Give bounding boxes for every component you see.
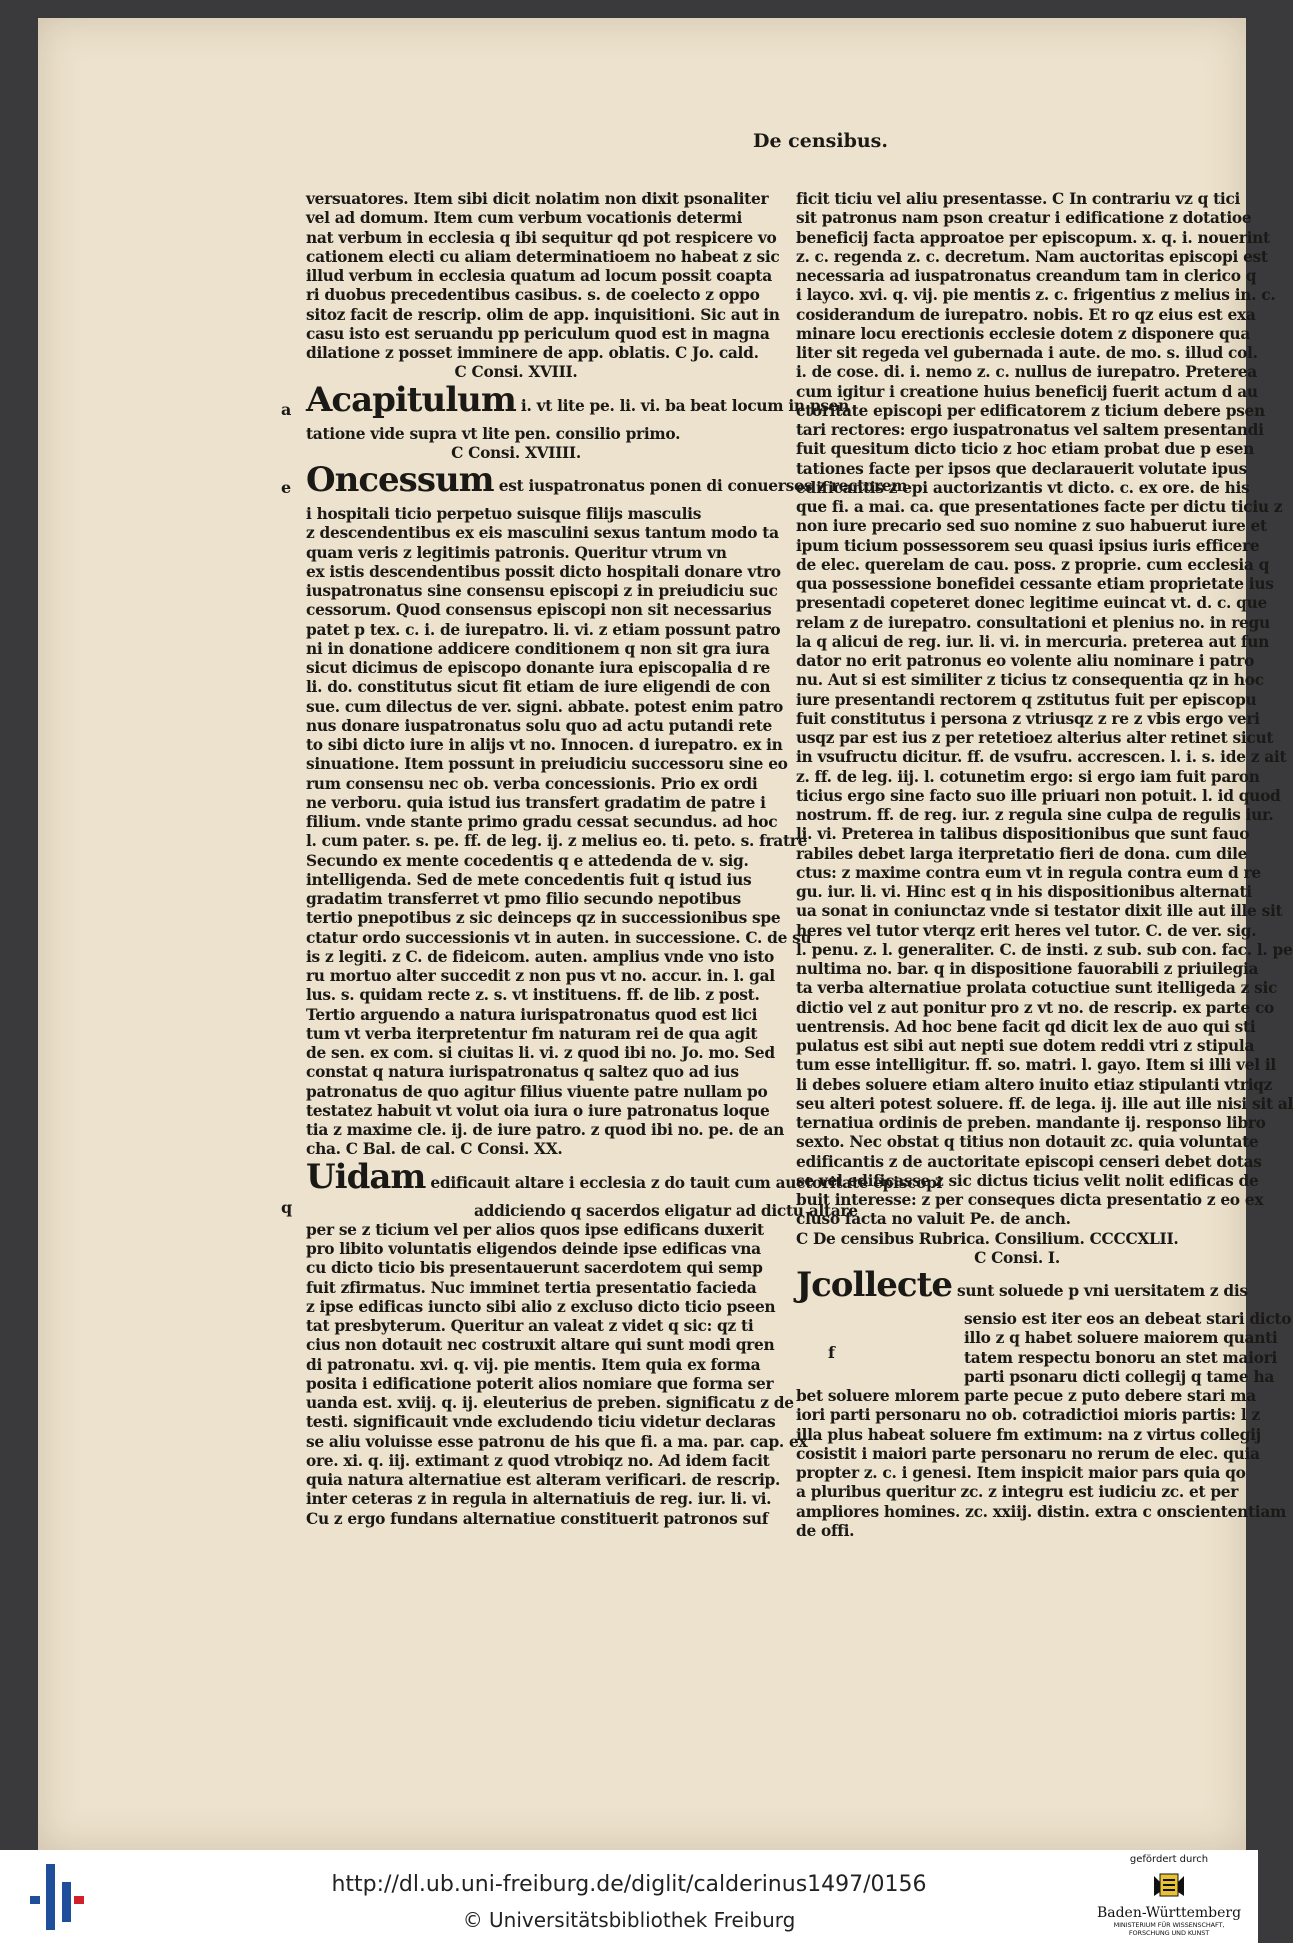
line-text: presentadi copeteret donec legitime euincat vt. d. c. que [796, 594, 1267, 613]
text-line [796, 1387, 1256, 1406]
sponsor-label: gefördert durch [1129, 1854, 1209, 1865]
text-line [306, 1297, 776, 1317]
text-line [306, 890, 741, 909]
line-text: la q alicui de reg. iur. li. vi. in mercuria. preterea aut fun [796, 632, 1269, 651]
line-text: i layco. xvi. q. vij. pie mentis z. c. frigentius z melius in. c. [796, 286, 1276, 305]
initial-word: Acapitulum [306, 379, 516, 420]
text-line [306, 1005, 758, 1025]
line-text: de offi. [796, 1521, 855, 1540]
text-line [306, 1432, 808, 1452]
text-line [306, 678, 771, 697]
text-line [306, 967, 775, 986]
text-line [306, 524, 779, 543]
line-text: a pluribus queritur zc. z integru est iudiciu zc. et per [796, 1483, 1239, 1502]
text-line [796, 1348, 1277, 1368]
line-text: in vsufructu dicitur. ff. de vsufru. accrescen. l. i. s. ide z ait [796, 748, 1287, 767]
line-text: i. vt lite pe. li. vi. ba beat locum in psen [520, 396, 850, 415]
sponsor-block [1094, 1854, 1244, 1937]
text-line [306, 344, 759, 363]
line-text: ctus: z maxime contra eum vt in regula contra eum d re [796, 863, 1261, 882]
line-text: fuit quesitum dicto ticio z hoc etiam probat due p esen [796, 440, 1254, 459]
line-text: gradatim transferret vt pmo filio secundo nepotibus [306, 890, 741, 908]
text-line [796, 979, 1278, 998]
text-line [796, 1017, 1256, 1037]
line-text: l. cum pater. s. pe. ff. de leg. ij. z melius eo. ti. peto. s. fratre [306, 832, 808, 851]
line-text: C Consi. I. [974, 1248, 1060, 1267]
line-text: tat presbyterum. Queritur an valeat z videt q sic: qz ti [306, 1317, 754, 1335]
text-line [306, 562, 781, 582]
text-line [306, 659, 770, 678]
line-text: tia z maxime cle. ij. de iure patro. z quod ibi no. pe. de an [306, 1121, 785, 1139]
line-text: buit interesse: z per conseques dicta presentatio z eo ex [796, 1191, 1264, 1209]
text-line [306, 1355, 761, 1375]
text-line [796, 401, 1265, 421]
text-line [796, 825, 1250, 844]
text-line [306, 544, 726, 563]
line-text: est iuspatronatus ponen di conuersos z rectorem [498, 477, 908, 495]
line-text: sit patronus nam pson creatur i edificatione z dotatioe [796, 209, 1252, 228]
text-line [306, 639, 770, 659]
line-text: illud verbum in ecclesia quatum ad locum possit coapta [306, 267, 772, 285]
text-line [796, 517, 1267, 536]
manuscript-page [38, 18, 1293, 1850]
line-text: ne verboru. quia istud ius transfert gradatim de patre i [306, 793, 766, 812]
line-text: l. penu. z. l. generaliter. C. de insti. z sub. sub con. fac. l. pe [796, 940, 1293, 959]
viewer-footer [0, 1850, 1258, 1943]
margin-letter: a [281, 400, 292, 419]
text-line [306, 1121, 785, 1140]
text-line [306, 209, 743, 228]
line-text: ni in donatione addicere conditionem q non sit gra iura [306, 639, 770, 658]
line-text: nultima no. bar. q in dispositione fauorabili z priuilegia [796, 960, 1259, 978]
line-text: quia natura alternatiue est alteram verificari. de rescrip. [306, 1471, 781, 1489]
text-line [796, 1075, 1273, 1095]
line-text: C De censibus Rubrica. Consilium. CCCCXLII. [796, 1229, 1179, 1248]
line-text: relam z de iurepatro. consultationi et plenius no. in regu [796, 613, 1270, 632]
text-line [796, 998, 1275, 1018]
text-line [306, 986, 760, 1005]
text-line [306, 247, 780, 267]
text-line [796, 305, 1256, 325]
text-line [796, 1483, 1238, 1502]
line-text: se aliu voluisse esse patronu de his que fi. a ma. par. cap. ex [306, 1432, 808, 1451]
line-text: cationem electi cu aliam determinatioem no habeat z sic [306, 247, 780, 266]
line-text: nat verbum in ecclesia q ibi sequitur qd pot respicere vo [306, 228, 777, 247]
line-text: tertio pnepotibus z sic deinceps qz in successionibus spe [306, 909, 781, 928]
line-text: C Consi. XVIIII. [451, 443, 581, 462]
text-line [796, 478, 1250, 498]
line-text: constat q natura iurispatronatus q saltez quo ad ius [306, 1063, 739, 1082]
copyright-notice: © Universitätsbibliothek Freiburg [462, 1908, 796, 1932]
text-line [306, 1240, 761, 1259]
text-line [796, 613, 1270, 633]
text-line [306, 1374, 774, 1394]
line-text: gu. iur. li. vi. Hinc est q in his dispositionibus alternati [796, 883, 1252, 901]
line-text: testatez habuit vt volut oia iura o iure patronatus loque [306, 1101, 770, 1120]
text-line [306, 286, 760, 305]
line-text: Cu z ergo fundans alternatiue constituerit patronos suf [306, 1509, 769, 1528]
line-text: i. de cose. di. i. nemo z. c. nullus de iurepatro. Preterea [796, 363, 1257, 382]
text-line [796, 1444, 1260, 1464]
line-text: versuatores. Item sibi dicit nolatim non dixit psonaliter [306, 190, 769, 208]
line-text: cius non dotauit nec costruxit altare qui sunt modi qren [306, 1336, 775, 1355]
line-text: iure presentandi rectorem q zstitutus fuit per episcopu [796, 690, 1257, 709]
line-text: cum igitur i creatione huius beneficij fuerit actum d au [796, 382, 1258, 401]
text-line [796, 652, 1255, 671]
line-text: patet p tex. c. i. de iurepatro. li. vi. z etiam possunt patro [306, 620, 781, 639]
text-line [306, 1082, 768, 1102]
line-text: ex istis descendentibus possit dicto hospitali donare vtro [306, 562, 781, 581]
text-line [306, 582, 778, 601]
text-line [306, 813, 778, 832]
line-text: tatione vide supra vt lite pen. consilio primo. [306, 424, 681, 443]
line-text: necessaria ad iuspatronatus creandum tam in clerico q [796, 267, 1257, 285]
line-text: ticius ergo sine facto suo ille priuari non potuit. l. id quod [796, 786, 1281, 805]
line-text: minare locu erectionis ecclesie dotem z disponere qua [796, 324, 1250, 343]
line-text: ficit ticiu vel aliu presentasse. C In contrariu vz q tici [796, 190, 1241, 208]
text-line [306, 324, 770, 344]
text-line [796, 1171, 1259, 1191]
line-text: li. do. constitutus sicut fit etiam de iure eligendi de con [306, 678, 771, 697]
line-text: sunt soluede p vni uersitatem z dis [957, 1282, 1248, 1300]
text-line [306, 1509, 769, 1529]
text-line [796, 459, 1247, 479]
line-text: pulatus est sibi aut nepti sue dotem reddi vtri z stipula [796, 1037, 1255, 1055]
text-line [306, 774, 758, 794]
line-text: rum consensu nec ob. verba concessionis. Prio ex ordi [306, 774, 758, 793]
line-text: C Consi. XVIII. [454, 363, 578, 382]
line-text: Secundo ex mente cocedentis q e attedenda de v. sig. [306, 851, 749, 870]
text-line [306, 460, 908, 505]
line-text: heres vel tutor vterqz erit heres vel tutor. C. de ver. sig. [796, 921, 1257, 940]
text-line [306, 1336, 775, 1355]
text-line [796, 344, 1258, 363]
text-line [796, 209, 1252, 228]
text-line [796, 786, 1281, 806]
line-text: fuit constitutus i persona z vtriusqz z re z vbis ergo veri [796, 709, 1260, 728]
line-text: edificantis z de auctoritate episcopi censeri debet dotas [796, 1152, 1262, 1171]
line-text: cluso facta no valuit Pe. de anch. [796, 1210, 1071, 1229]
line-text: li debes soluere etiam altero inuito etiaz stipulanti vtriqz [796, 1075, 1273, 1094]
line-text: inter ceteras z in regula in alternatiuis de reg. iur. li. vi. [306, 1490, 772, 1509]
running-head: De censibus. [753, 130, 888, 152]
text-line [796, 594, 1267, 613]
line-text: nostrum. ff. de reg. iur. z regula sine culpa de regulis iur. [796, 806, 1274, 824]
text-line [796, 1152, 1262, 1172]
text-line [306, 379, 850, 425]
text-line [796, 382, 1258, 402]
line-text: z. ff. de leg. iij. l. cotunetim ergo: si ergo iam fuit paron [796, 767, 1260, 786]
text-line [306, 228, 777, 248]
margin-letter: e [281, 478, 292, 497]
text-line [796, 1230, 1238, 1249]
text-line [306, 267, 772, 286]
text-line [306, 620, 781, 640]
text-line [796, 575, 1274, 594]
line-text: ternatiua ordinis de preben. mandante ij. responso libro [796, 1114, 1266, 1132]
text-line [306, 1201, 858, 1221]
text-line [796, 940, 1293, 960]
text-line [306, 1101, 770, 1121]
line-text: ri duobus precedentibus casibus. s. de coelecto z oppo [306, 286, 760, 305]
line-text: vel ad domum. Item cum verbum vocationis determi [306, 209, 743, 228]
text-line [306, 697, 784, 717]
text-line [796, 863, 1261, 883]
text-line [796, 1310, 1292, 1329]
text-line [796, 748, 1287, 767]
text-line [796, 690, 1257, 710]
text-line [306, 928, 812, 948]
text-line [306, 832, 808, 851]
line-text: casu isto est seruandu pp periculum quod est in magna [306, 324, 770, 343]
text-line [306, 305, 780, 325]
line-text: beneficij facta approatoe per episcopum. x. q. i. nouerint [796, 228, 1270, 247]
line-text: sue. cum dilectus de ver. signi. abbate. potest enim patro [306, 697, 784, 716]
text-line [306, 909, 781, 928]
line-text: patronatus de quo agitur filius viuente patre nullam po [306, 1082, 768, 1101]
line-text: per se z ticium vel per alios quos ipse edificans duxerit [306, 1220, 764, 1239]
line-text: uanda est. xviij. q. ij. eleuterius de preben. significatu z de [306, 1394, 794, 1412]
text-line [306, 716, 773, 736]
line-text: cu dicto ticio bis presentauerunt sacerdotem qui semp [306, 1259, 763, 1278]
text-line [796, 1367, 1275, 1387]
line-text: seu alteri potest soluere. ff. de lega. ij. ille aut ille nisi sit al [796, 1094, 1293, 1113]
line-text: dator no erit patronus eo volente aliu nominare i patro [796, 652, 1255, 670]
text-line [796, 960, 1259, 979]
line-text: is z legiti. z C. de fideicom. auten. amplius vnde vno isto [306, 947, 774, 966]
line-text: edificantis z epi auctorizantis vt dicto. c. ex ore. de his [796, 478, 1250, 497]
line-text: nus donare iuspatronatus solu quo ad actu putandi rete [306, 716, 773, 735]
line-text: addiciendo q sacerdos eligatur ad dictu altare [474, 1201, 858, 1220]
text-line [796, 1114, 1266, 1133]
line-text: illa plus habeat soluere fm extimum: na z virtus collegij [796, 1425, 1261, 1444]
text-line [306, 870, 752, 890]
text-line [306, 1490, 772, 1509]
right-text-column [796, 190, 1293, 1541]
text-line [796, 767, 1260, 787]
line-text: ctatur ordo successionis vt in auten. in successione. C. de su [306, 928, 812, 947]
text-line [796, 1425, 1261, 1445]
line-text: filium. vnde stante primo gradu cessat secundus. ad hoc [306, 813, 778, 831]
text-line [306, 1394, 794, 1413]
line-text: parti psonaru dicti collegij q tame ha [964, 1367, 1275, 1386]
text-line [306, 505, 726, 524]
text-line [796, 1094, 1293, 1114]
line-text: ta verba alternatiue prolata cotuctiue sunt itelligeda z sic [796, 979, 1278, 998]
line-text: posita i edificatione poterit alios nomiare que forma ser [306, 1374, 774, 1393]
permalink-url[interactable]: http://dl.ub.uni-freiburg.de/diglit/calderinus1497/0156 [331, 1872, 927, 1897]
line-text: cosiderandum de iurepatro. nobis. Et ro qz eius est exa [796, 305, 1256, 324]
state-crest-icon [1152, 1870, 1186, 1900]
text-line [796, 555, 1270, 575]
text-line [796, 190, 1241, 209]
text-line [796, 421, 1264, 440]
line-text: to sibi dicto iure in alijs vt no. Innocen. d iurepatro. ex in [306, 736, 783, 754]
text-line [796, 1133, 1259, 1152]
line-text: de elec. querelam de cau. poss. z proprie. cum ecclesia q [796, 555, 1270, 574]
text-line [306, 425, 726, 444]
line-text: de sen. ex com. si ciuitas li. vi. z quod ibi no. Jo. mo. Sed [306, 1044, 775, 1062]
text-line [306, 190, 769, 209]
line-text: tum vt verba iterpretentur fm naturam rei de qua agit [306, 1024, 758, 1043]
line-text: sensio est iter eos an debeat stari dicto [964, 1310, 1292, 1328]
line-text: propter z. c. i genesi. Item inspicit maior pars quia qo [796, 1464, 1246, 1482]
text-line [796, 1265, 1248, 1310]
line-text: li. vi. Preterea in talibus dispositionibus que sunt fauo [796, 825, 1250, 844]
text-line [796, 440, 1254, 459]
initial-word: Jcollecte [796, 1265, 952, 1305]
text-line [796, 324, 1250, 344]
line-text: non iure precario sed suo nomine z suo habuerut iure et [796, 517, 1267, 536]
margin-letter: f [828, 1343, 835, 1362]
text-line [796, 363, 1257, 382]
text-line [796, 729, 1274, 748]
text-line [306, 755, 788, 774]
line-text: liter sit regeda vel gubernada i aute. de mo. s. illud col. [796, 344, 1258, 362]
line-text: qua possessione bonefidei cessante etiam proprietate ius [796, 575, 1274, 593]
text-line [796, 286, 1276, 305]
line-text: quam veris z legitimis patronis. Queritur vtrum vn [306, 543, 727, 562]
text-line [796, 228, 1270, 248]
text-line [306, 1278, 757, 1298]
text-line [306, 947, 774, 967]
text-line [306, 1471, 781, 1490]
line-text: tum esse intelligitur. ff. so. matri. l. gayo. Item si illi vel il [796, 1056, 1276, 1075]
line-text: ru mortuo alter succedit z non pus vt no. accur. in. l. gal [306, 967, 775, 985]
text-line [796, 498, 1283, 517]
line-text: ampliores homines. zc. xxiij. distin. extra c onsciententiam [796, 1502, 1287, 1521]
text-line [796, 536, 1260, 556]
line-text: que fi. a mai. ca. que presentationes facte per dictu ticiu z [796, 498, 1283, 516]
line-text: iori parti personaru no ob. cotradictioi mioris partis: l z [796, 1406, 1260, 1425]
text-line [306, 1156, 943, 1202]
text-line [306, 736, 783, 755]
line-text: z descendentibus ex eis masculini sexus tantum modo ta [306, 524, 779, 543]
line-text: sexto. Nec obstat q titius non dotauit zc. quia voluntate [796, 1133, 1259, 1152]
initial-word: Uidam [306, 1156, 426, 1197]
text-line [796, 1191, 1264, 1210]
line-text: z ipse edificas iuncto sibi alio z excluso dicto ticio pseen [306, 1297, 776, 1316]
line-text: sicut dicimus de episcopo donante iura episcopalia d re [306, 659, 770, 677]
line-text: fuit zfirmatus. Nuc imminet tertia presentatio facieda [306, 1278, 757, 1297]
line-text: testi. significauit vnde excludendo ticiu videtur declaras [306, 1413, 776, 1432]
text-line [796, 806, 1274, 825]
text-line [306, 1451, 770, 1471]
text-line [796, 1056, 1276, 1075]
line-text: sitoz facit de rescrip. olim de app. inquisitioni. Sic aut in [306, 305, 780, 324]
text-line [796, 921, 1257, 941]
line-text: intelligenda. Sed de mete concedentis fuit q istud ius [306, 870, 752, 889]
line-text: iuspatronatus sine consensu episcopi z in preiudiciu suc [306, 582, 778, 600]
line-text: illo z q habet soluere maiorem quanti [964, 1329, 1278, 1348]
text-line [306, 1413, 776, 1432]
line-text: tatem respectu bonoru an stet maiori [964, 1348, 1277, 1367]
line-text: usqz par est ius z per retetioez alterius alter retinet sicut [796, 729, 1274, 747]
text-line [796, 883, 1252, 902]
text-line [306, 1220, 764, 1240]
text-line [306, 1259, 763, 1278]
line-text: cosistit i maiori parte personaru no rerum de elec. quia [796, 1444, 1260, 1463]
line-text: z. c. regenda z. c. decretum. Nam auctoritas episcopi est [796, 247, 1268, 266]
text-line [796, 1502, 1287, 1522]
text-line [796, 267, 1257, 286]
margin-letter: q [281, 1198, 293, 1217]
line-text: ua sonat in coniunctaz vnde si testator dixit ille aut ille sit [796, 902, 1283, 921]
text-line [306, 851, 749, 871]
line-text: sinuatione. Item possunt in preiudiciu successoru sine eo [306, 755, 788, 774]
line-text: Tertio arguendo a natura iurispatronatus quod est lici [306, 1005, 758, 1024]
line-text: ipum ticium possessorem seu quasi ipsius iuris efficere [796, 536, 1260, 555]
line-text: ctoritate episcopi per edificatorem z ticium debere psen [796, 401, 1265, 420]
text-line [306, 1044, 775, 1063]
line-text: rabiles debet larga iterpretatio fieri de dona. cum dile [796, 844, 1248, 863]
line-text: lus. s. quidam recte z. s. vt instituens. ff. de lib. z post. [306, 986, 760, 1005]
text-line [306, 1024, 758, 1044]
line-text: di patronatu. xvi. q. vij. pie mentis. Item quia ex forma [306, 1355, 761, 1374]
ministry-name: MINISTERIUM FÜR WISSENSCHAFT, FORSCHUNG UND KUNST [1113, 1921, 1225, 1937]
text-line [306, 1063, 739, 1082]
text-line [796, 1522, 1238, 1541]
text-line [796, 709, 1260, 729]
line-text: tationes facte per ipsos que declarauerit volutate ipus [796, 459, 1247, 478]
text-line [796, 902, 1283, 921]
line-text: edificauit altare i ecclesia z do tauit cum auctoritate episcopi [430, 1173, 943, 1192]
line-text: dilatione z posset imminere de app. oblatis. C Jo. cald. [306, 344, 759, 362]
sponsor-name: Baden-Württemberg [1096, 1905, 1242, 1921]
line-text: ore. xi. q. iij. extimant z quod vtrobiqz no. Ad idem facit [306, 1451, 770, 1470]
line-text: tari rectores: ergo iuspatronatus vel saltem presentandi [796, 421, 1264, 439]
line-text: cha. C Bal. de cal. C Consi. XX. [306, 1140, 563, 1159]
text-line [306, 793, 766, 813]
text-line [796, 671, 1264, 690]
line-text: uentrensis. Ad hoc bene facit qd dicit lex de auo qui sti [796, 1017, 1256, 1036]
text-line [306, 601, 772, 620]
initial-word: Oncessum [306, 460, 494, 500]
text-line [796, 1210, 1238, 1229]
line-text: bet soluere mlorem parte pecue z puto debere stari ma [796, 1387, 1256, 1405]
text-line [796, 844, 1248, 864]
line-text: nu. Aut si est similiter z ticius tz consequentia qz in hoc [796, 671, 1264, 690]
line-text: cessorum. Quod consensus episcopi non sit necessarius [306, 601, 772, 620]
text-line [796, 1329, 1278, 1348]
text-line [306, 1317, 754, 1336]
text-line [796, 247, 1268, 267]
text-line [796, 632, 1269, 652]
line-text: se vel edificasse z sic dictus ticius velit nolit edificas de [796, 1171, 1259, 1190]
line-text: pro libito voluntatis eligendos deinde ipse edificas vna [306, 1240, 761, 1258]
text-line [796, 1464, 1246, 1483]
line-text: dictio vel z aut ponitur pro z vt no. de rescrip. ex parte co [796, 998, 1275, 1017]
text-line [796, 1406, 1260, 1425]
text-line [796, 1037, 1255, 1056]
line-text: i hospitali ticio perpetuo suisque filijs masculis [306, 505, 702, 523]
